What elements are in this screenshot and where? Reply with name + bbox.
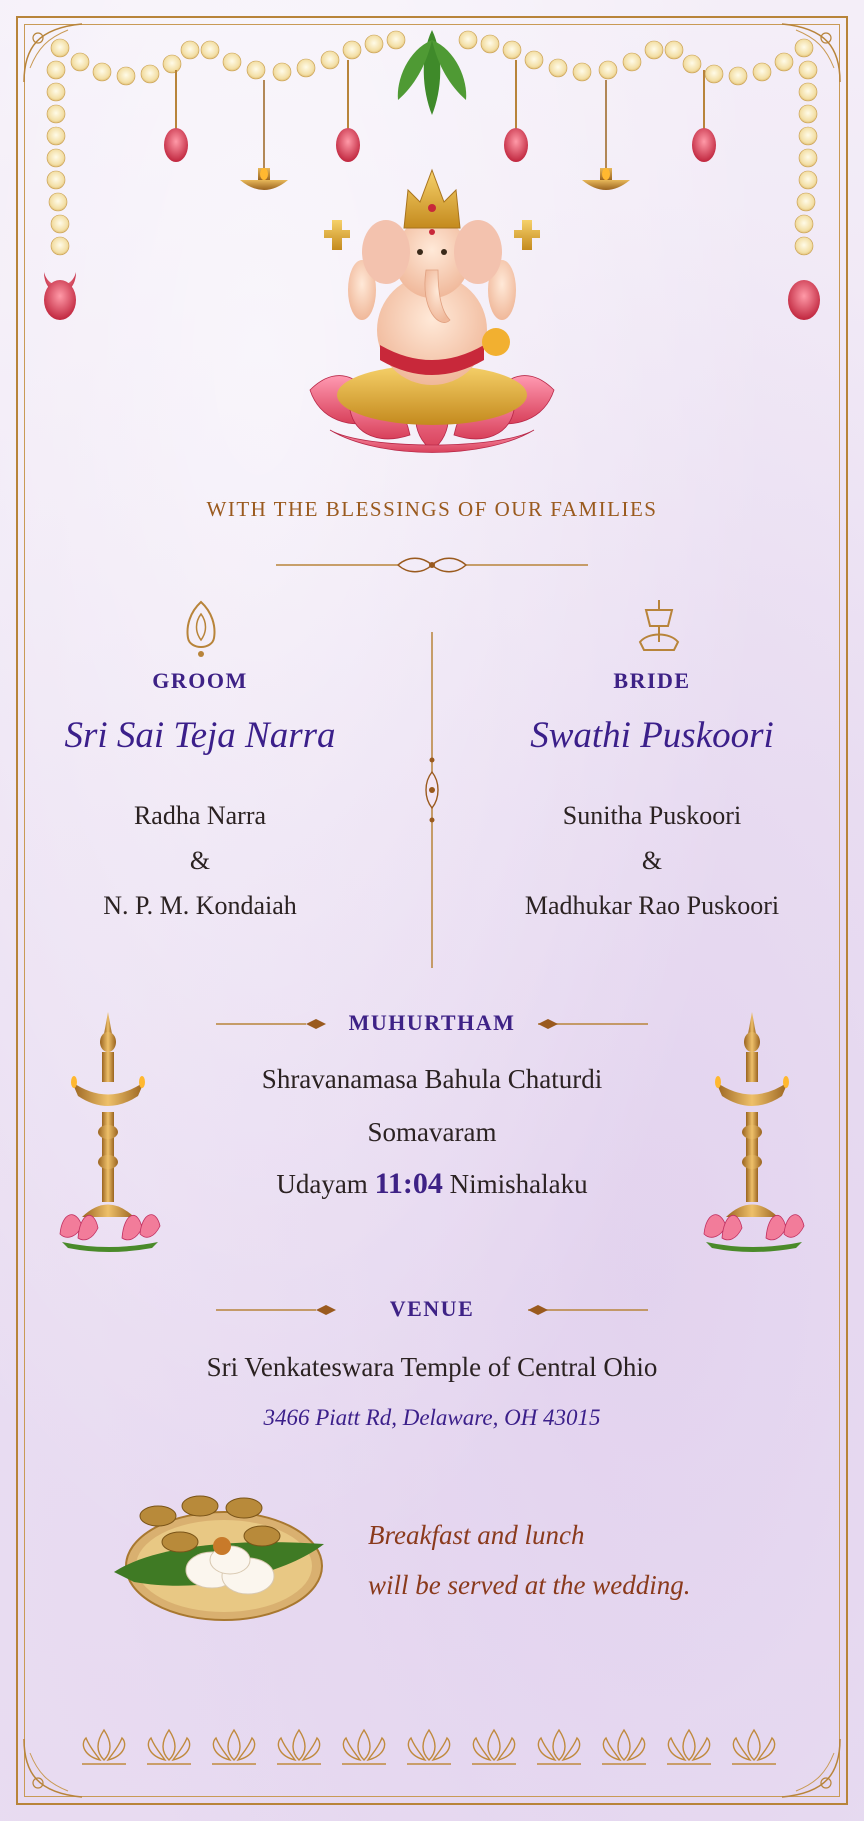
oil-lamp-icon bbox=[696, 1012, 812, 1252]
groom-parent-1: Radha Narra bbox=[133, 801, 267, 830]
venue-label: VENUE bbox=[389, 1296, 475, 1321]
meal-note bbox=[368, 1510, 788, 1610]
bride-name: Swathi Puskoori bbox=[530, 715, 774, 756]
groom-label: GROOM bbox=[152, 668, 248, 693]
lotus-border bbox=[80, 1720, 784, 1770]
lotus-icon bbox=[82, 1730, 126, 1764]
lotus-icon bbox=[60, 1215, 160, 1240]
lotus-icon bbox=[407, 1730, 451, 1764]
groom-parent-2: N. P. M. Kondaiah bbox=[103, 891, 297, 920]
time-suffix: Nimishalaku bbox=[449, 1169, 588, 1199]
muhurtham-line-1: Shravanamasa Bahula Chaturdi bbox=[261, 1064, 603, 1094]
lotus-icon bbox=[342, 1730, 386, 1764]
bride-section bbox=[452, 668, 852, 694]
bride-parent-1: Sunitha Puskoori bbox=[562, 801, 742, 830]
groom-name: Sri Sai Teja Narra bbox=[64, 715, 336, 756]
muhurtham-time: 11:04 bbox=[374, 1167, 443, 1200]
lotus-icon bbox=[732, 1730, 776, 1764]
muhurtham-label: MUHURTHAM bbox=[348, 1010, 516, 1035]
meal-plate-icon bbox=[114, 1486, 334, 1626]
muhurtham-line-2: Somavaram bbox=[367, 1117, 497, 1147]
groom-ampersand: & bbox=[189, 846, 211, 875]
lotus-icon bbox=[277, 1730, 321, 1764]
bride-parent-2: Madhukar Rao Puskoori bbox=[524, 891, 780, 920]
bride-ampersand: & bbox=[641, 846, 663, 875]
bride-name-wrap bbox=[452, 714, 852, 757]
oil-lamp-icon bbox=[52, 1012, 168, 1252]
lotus-icon bbox=[472, 1730, 516, 1764]
lotus-icon bbox=[667, 1730, 711, 1764]
corner-ornament-bottom-right bbox=[776, 1733, 846, 1803]
lotus-icon bbox=[537, 1730, 581, 1764]
meal-line-1: Breakfast and lunch bbox=[368, 1520, 585, 1550]
lotus-icon bbox=[602, 1730, 646, 1764]
lotus-icon bbox=[147, 1730, 191, 1764]
blessing-heading: WITH THE BLESSINGS OF OUR FAMILIES bbox=[206, 497, 658, 521]
ganesha-icon bbox=[300, 160, 564, 470]
lotus-icon bbox=[212, 1730, 256, 1764]
groom-section bbox=[0, 668, 400, 694]
lotus-icon bbox=[704, 1215, 804, 1240]
vertical-divider bbox=[420, 632, 444, 968]
bride-parents bbox=[452, 793, 852, 928]
time-prefix: Udayam bbox=[276, 1169, 368, 1199]
venue-name: Sri Venkateswara Temple of Central Ohio bbox=[206, 1352, 658, 1382]
bride-label: BRIDE bbox=[613, 668, 691, 693]
meal-line-2: will be served at the wedding. bbox=[368, 1570, 691, 1600]
flourish-divider bbox=[276, 554, 588, 576]
venue-address: 3466 Piatt Rd, Delaware, OH 43015 bbox=[263, 1405, 601, 1430]
groom-parents bbox=[0, 793, 400, 928]
groom-name-wrap bbox=[0, 714, 400, 757]
temple-icon bbox=[634, 596, 684, 658]
kalash-icon bbox=[180, 598, 222, 660]
corner-ornament-bottom-left bbox=[18, 1733, 88, 1803]
